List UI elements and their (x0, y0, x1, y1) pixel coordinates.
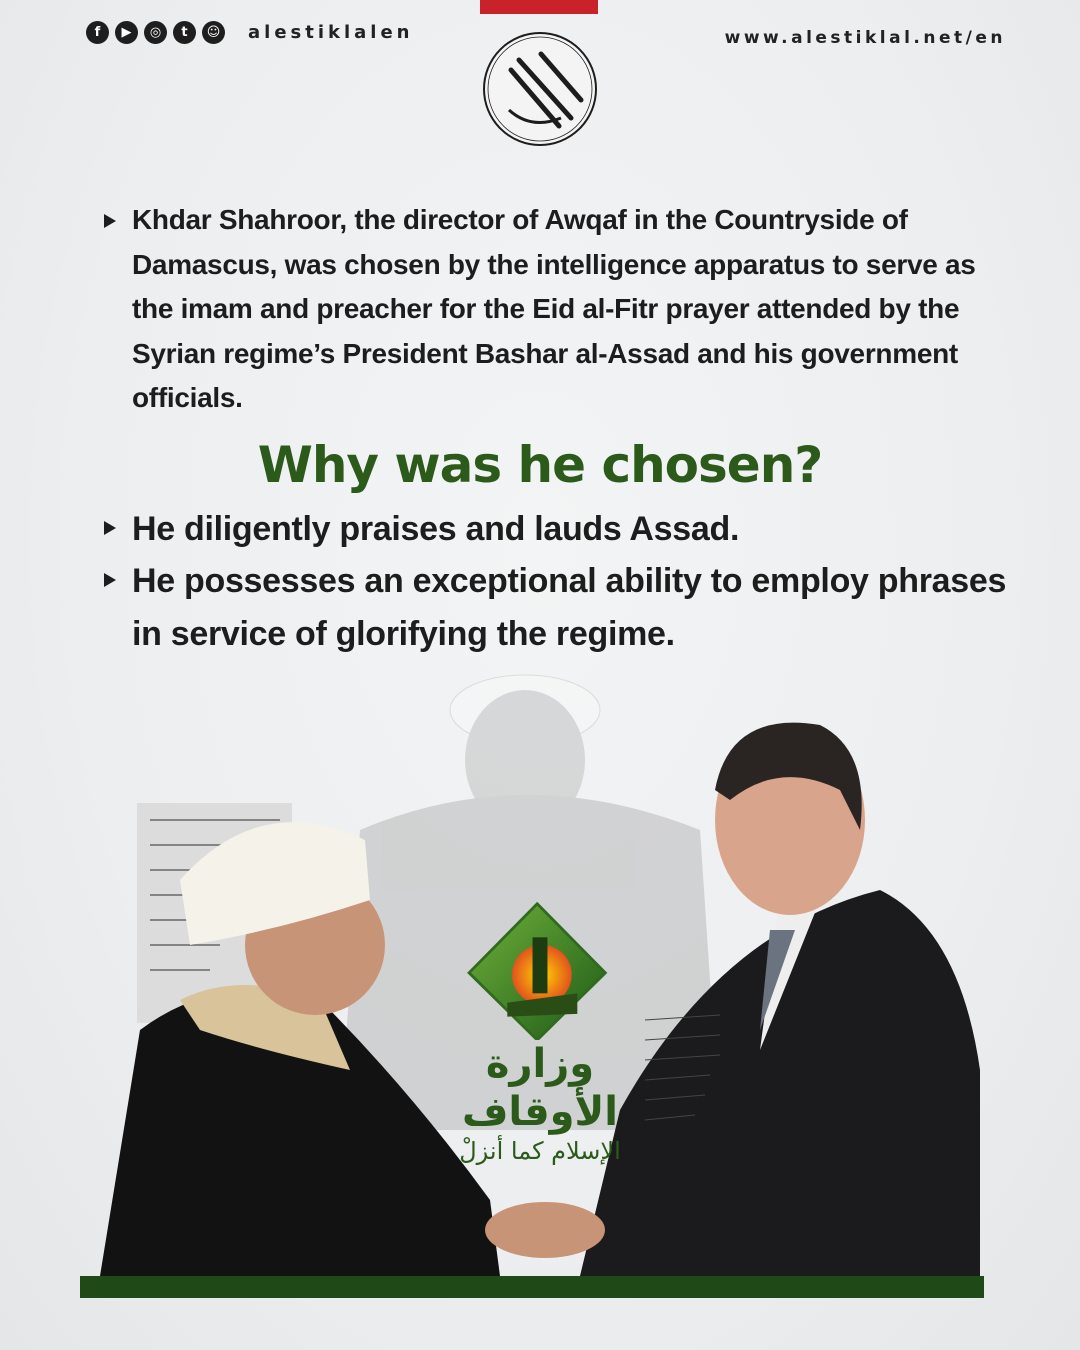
awqaf-slogan: الإسلام كما أنزلْ (459, 1137, 621, 1165)
twitter-icon[interactable]: t (173, 21, 196, 44)
main-content (0, 198, 1080, 660)
intro-text: Khdar Shahroor, the director of Awqaf in the Countryside of Damascus, was chosen by the intelligence apparatus to serve as the imam and preacher for the Eid al-Fitr prayer attended by the Syrian regime’s President Bashar al-Assad and his government officials. (104, 198, 1014, 421)
social-links (86, 21, 225, 44)
handshake (485, 1202, 605, 1258)
question-heading: Why was he chosen? (257, 435, 823, 494)
instagram-icon[interactable]: ◎ (144, 21, 167, 44)
youtube-icon[interactable]: ▶ (115, 21, 138, 44)
social-handle: alestiklalen (248, 22, 414, 43)
awqaf-name: وزارة الأوقاف (461, 1041, 619, 1135)
reason-item: He possesses an exceptional ability to employ phrases in service of glorifying the regime. (104, 555, 1014, 660)
intro-paragraph (104, 198, 1014, 421)
reason-item: He diligently praises and lauds Assad. (104, 503, 1014, 556)
top-accent-bar (480, 0, 598, 14)
alestiklal-logo (481, 30, 599, 148)
mosque-diamond-emblem (430, 900, 650, 1040)
snapchat-icon[interactable]: ☺ (202, 21, 225, 44)
website-url[interactable]: www.alestiklal.net/en (724, 28, 1006, 48)
awqaf-ministry-logo (430, 900, 650, 1166)
reasons-list (104, 503, 1014, 661)
facebook-icon[interactable]: f (86, 21, 109, 44)
